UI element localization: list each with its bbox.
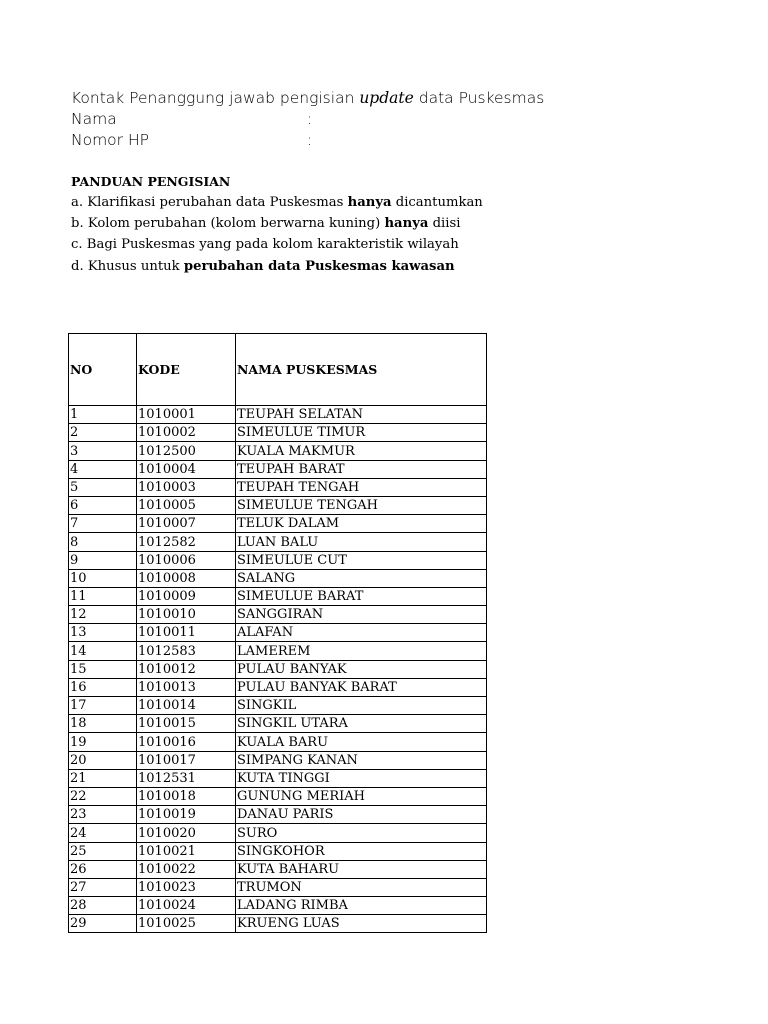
- cell-kode: 1010002: [137, 424, 236, 442]
- header-kode: KODE: [137, 334, 236, 406]
- cell-no: 3: [69, 442, 137, 460]
- table-row: [69, 569, 487, 587]
- cell-nama-puskesmas: LADANG RIMBA: [236, 897, 487, 915]
- contact-heading-suffix: data Puskesmas: [418, 89, 545, 107]
- cell-no: 15: [69, 660, 137, 678]
- guide-item-b-rest: diisi: [432, 216, 461, 231]
- cell-no: 19: [69, 733, 137, 751]
- table-row: [69, 533, 487, 551]
- cell-nama-puskesmas: SIMEULUE CUT: [236, 551, 487, 569]
- cell-kode: 1010006: [137, 551, 236, 569]
- table-row: [69, 660, 487, 678]
- table-row: [69, 769, 487, 787]
- cell-nama-puskesmas: SINGKIL: [236, 697, 487, 715]
- table-row: [69, 624, 487, 642]
- cell-nama-puskesmas: KRUENG LUAS: [236, 915, 487, 933]
- cell-kode: 1010007: [137, 515, 236, 533]
- cell-nama-puskesmas: LUAN BALU: [236, 533, 487, 551]
- table-row: [69, 442, 487, 460]
- contact-name-label: Nama: [71, 110, 117, 128]
- cell-kode: 1010022: [137, 860, 236, 878]
- cell-kode: 1010003: [137, 478, 236, 496]
- cell-kode: 1010018: [137, 787, 236, 805]
- cell-no: 22: [69, 787, 137, 805]
- table-row: [69, 915, 487, 933]
- cell-kode: 1010019: [137, 806, 236, 824]
- cell-no: 9: [69, 551, 137, 569]
- cell-nama-puskesmas: SURO: [236, 824, 487, 842]
- cell-kode: 1010004: [137, 460, 236, 478]
- cell-nama-puskesmas: PULAU BANYAK: [236, 660, 487, 678]
- table-row: [69, 496, 487, 514]
- guide-item-b-text: b. Kolom perubahan (kolom berwarna kuning): [71, 216, 381, 231]
- cell-nama-puskesmas: KUALA MAKMUR: [236, 442, 487, 460]
- cell-kode: 1010023: [137, 878, 236, 896]
- cell-nama-puskesmas: DANAU PARIS: [236, 806, 487, 824]
- cell-no: 16: [69, 678, 137, 696]
- cell-no: 14: [69, 642, 137, 660]
- guide-item-b: [71, 215, 460, 233]
- cell-no: 26: [69, 860, 137, 878]
- cell-nama-puskesmas: SINGKOHOR: [236, 842, 487, 860]
- header-no: NO: [69, 334, 137, 406]
- contact-phone-row: [71, 130, 313, 150]
- cell-no: 23: [69, 806, 137, 824]
- cell-kode: 1010021: [137, 842, 236, 860]
- cell-no: 13: [69, 624, 137, 642]
- cell-nama-puskesmas: ALAFAN: [236, 624, 487, 642]
- cell-kode: 1010010: [137, 606, 236, 624]
- cell-no: 11: [69, 587, 137, 605]
- table-row: [69, 515, 487, 533]
- guide-item-a-rest: dicantumkan: [395, 195, 483, 210]
- cell-kode: 1012531: [137, 769, 236, 787]
- cell-kode: 1010020: [137, 824, 236, 842]
- cell-no: 17: [69, 697, 137, 715]
- cell-kode: 1010001: [137, 406, 236, 424]
- cell-no: 24: [69, 824, 137, 842]
- cell-nama-puskesmas: GUNUNG MERIAH: [236, 787, 487, 805]
- cell-no: 10: [69, 569, 137, 587]
- cell-no: 6: [69, 496, 137, 514]
- cell-nama-puskesmas: TELUK DALAM: [236, 515, 487, 533]
- table-body: [69, 406, 487, 933]
- cell-no: 18: [69, 715, 137, 733]
- cell-nama-puskesmas: KUTA TINGGI: [236, 769, 487, 787]
- cell-no: 8: [69, 533, 137, 551]
- cell-kode: 1010012: [137, 660, 236, 678]
- guide-item-d-text: d. Khusus untuk: [71, 259, 180, 274]
- table-row: [69, 424, 487, 442]
- table-row: [69, 842, 487, 860]
- guide-item-a-bold: hanya: [347, 195, 392, 210]
- cell-nama-puskesmas: SIMPANG KANAN: [236, 751, 487, 769]
- cell-no: 5: [69, 478, 137, 496]
- table-row: [69, 587, 487, 605]
- table-row: [69, 733, 487, 751]
- cell-nama-puskesmas: KUTA BAHARU: [236, 860, 487, 878]
- cell-kode: 1010011: [137, 624, 236, 642]
- cell-no: 2: [69, 424, 137, 442]
- cell-kode: 1010015: [137, 715, 236, 733]
- cell-nama-puskesmas: SIMEULUE BARAT: [236, 587, 487, 605]
- cell-nama-puskesmas: SIMEULUE TIMUR: [236, 424, 487, 442]
- table-row: [69, 751, 487, 769]
- cell-nama-puskesmas: PULAU BANYAK BARAT: [236, 678, 487, 696]
- cell-nama-puskesmas: SINGKIL UTARA: [236, 715, 487, 733]
- table-row: [69, 478, 487, 496]
- cell-nama-puskesmas: SALANG: [236, 569, 487, 587]
- table-row: [69, 678, 487, 696]
- cell-kode: 1010016: [137, 733, 236, 751]
- cell-no: 12: [69, 606, 137, 624]
- cell-no: 28: [69, 897, 137, 915]
- contact-name-colon: :: [307, 110, 313, 128]
- cell-no: 27: [69, 878, 137, 896]
- contact-phone-colon: :: [307, 131, 313, 149]
- cell-kode: 1012583: [137, 642, 236, 660]
- cell-kode: 1010009: [137, 587, 236, 605]
- cell-no: 25: [69, 842, 137, 860]
- cell-nama-puskesmas: TEUPAH SELATAN: [236, 406, 487, 424]
- table-row: [69, 787, 487, 805]
- table-row: [69, 606, 487, 624]
- table-row: [69, 551, 487, 569]
- cell-no: 1: [69, 406, 137, 424]
- cell-kode: 1010024: [137, 897, 236, 915]
- table-row: [69, 878, 487, 896]
- guide-item-b-bold: hanya: [384, 216, 429, 231]
- cell-nama-puskesmas: SIMEULUE TENGAH: [236, 496, 487, 514]
- contact-heading-update: update: [359, 89, 414, 107]
- cell-nama-puskesmas: LAMEREM: [236, 642, 487, 660]
- contact-heading-prefix: Kontak Penanggung jawab pengisian: [71, 89, 355, 107]
- cell-no: 21: [69, 769, 137, 787]
- cell-no: 20: [69, 751, 137, 769]
- cell-no: 29: [69, 915, 137, 933]
- table-row: [69, 406, 487, 424]
- cell-kode: 1010017: [137, 751, 236, 769]
- cell-kode: 1010008: [137, 569, 236, 587]
- cell-nama-puskesmas: SANGGIRAN: [236, 606, 487, 624]
- table-row: [69, 897, 487, 915]
- table-row: [69, 697, 487, 715]
- cell-nama-puskesmas: TEUPAH TENGAH: [236, 478, 487, 496]
- table-row: [69, 806, 487, 824]
- guide-item-c: [71, 236, 459, 254]
- guide-title: PANDUAN PENGISIAN: [71, 174, 231, 189]
- table-row: [69, 824, 487, 842]
- cell-nama-puskesmas: TRUMON: [236, 878, 487, 896]
- cell-nama-puskesmas: KUALA BARU: [236, 733, 487, 751]
- table-row: [69, 460, 487, 478]
- guide-item-d: [71, 258, 455, 276]
- cell-kode: 1012582: [137, 533, 236, 551]
- cell-no: 7: [69, 515, 137, 533]
- cell-kode: 1010005: [137, 496, 236, 514]
- guide-item-a: [71, 194, 483, 212]
- cell-kode: 1010025: [137, 915, 236, 933]
- contact-heading: [71, 88, 544, 108]
- table-row: [69, 715, 487, 733]
- table-row: [69, 642, 487, 660]
- cell-nama-puskesmas: TEUPAH BARAT: [236, 460, 487, 478]
- cell-no: 4: [69, 460, 137, 478]
- guide-item-a-text: a. Klarifikasi perubahan data Puskesmas: [71, 195, 344, 210]
- table-row: [69, 860, 487, 878]
- contact-phone-label: Nomor HP: [71, 131, 149, 149]
- guide-item-c-text: c. Bagi Puskesmas yang pada kolom karakteristik wilayah: [71, 237, 459, 252]
- header-nama-puskesmas: NAMA PUSKESMAS: [236, 334, 487, 406]
- puskesmas-table: [68, 333, 487, 933]
- cell-kode: 1010014: [137, 697, 236, 715]
- cell-kode: 1012500: [137, 442, 236, 460]
- guide-item-d-bold: perubahan data Puskesmas kawasan: [183, 259, 455, 274]
- cell-kode: 1010013: [137, 678, 236, 696]
- table-header-row: [69, 334, 487, 406]
- contact-name-row: [71, 109, 313, 129]
